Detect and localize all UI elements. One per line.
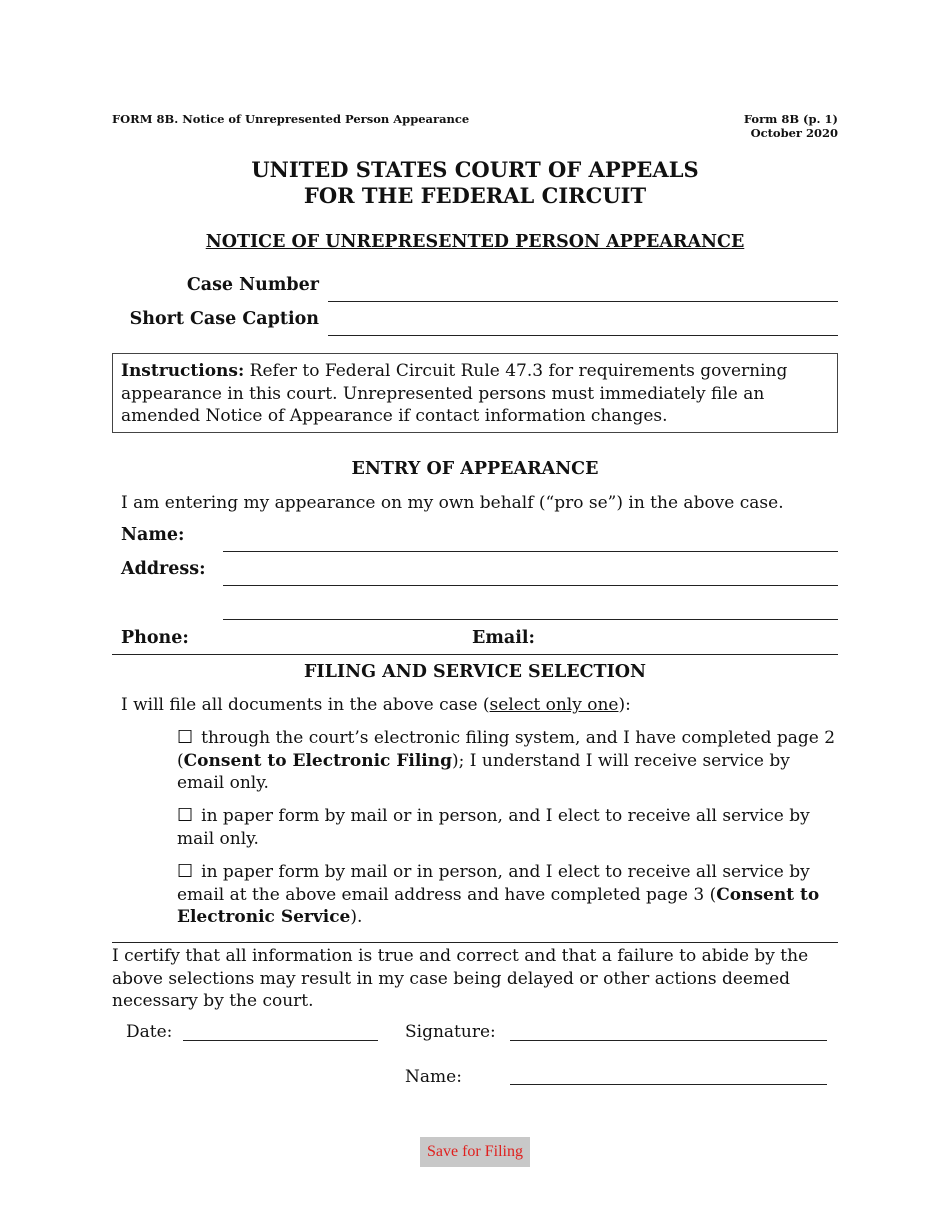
form-page-info [744,112,838,140]
option-paper-mail: ☐ in paper form by mail or in person, and I elect to receive all service by mail only. [177,805,810,849]
form-page: Form 8B (p. 1) [743,112,838,126]
date-label: Date: [126,1022,173,1042]
filing-intro: I will file all documents in the above case (select only one): [121,695,631,715]
instructions-text: Refer to Federal Circuit Rule 47.3 for requirements governing appearance in this court. Unrepresented persons must immediately file an amended Notice of Appearance if contact information changes. [121,361,788,426]
short-case-caption-label: Short Case Caption [129,309,319,329]
form-date: October 2020 [750,126,838,140]
section-divider [112,654,838,655]
court-title-line2: FOR THE FEDERAL CIRCUIT [303,183,647,208]
signature-field[interactable] [510,1040,827,1041]
checkbox-paper-email[interactable]: ☐ [177,861,194,882]
email-label: Email: [472,628,535,648]
address-label: Address: [121,559,206,579]
date-field[interactable] [183,1040,378,1041]
case-number-label: Case Number [186,275,319,295]
short-case-caption-field[interactable] [328,314,838,336]
address-line1-field[interactable] [223,564,838,586]
pro-se-statement: I am entering my appearance on my own behalf (“pro se”) in the above case. [121,493,784,513]
name-label: Name: [121,525,185,545]
case-number-field[interactable] [328,280,838,302]
option-paper-email: ☐ in paper form by mail or in person, and I elect to receive all service by email at the above email address and have completed page 3 (Consent to Electronic Service). [177,861,820,927]
signature-label: Signature: [405,1022,496,1042]
notice-title: NOTICE OF UNREPRESENTED PERSON APPEARANCE [205,232,745,252]
entry-heading: ENTRY OF APPEARANCE [351,459,599,479]
form-title: FORM 8B. Notice of Unrepresented Person Appearance [112,112,470,126]
checkbox-paper-mail[interactable]: ☐ [177,805,194,826]
address-line2-field[interactable] [223,598,838,620]
certification-text: I certify that all information is true and correct and that a failure to abide by the above selections may result in my case being delayed or other actions deemed necessary by the court. [112,946,809,1011]
save-for-filing-button[interactable]: Save for Filing [420,1137,530,1167]
filing-heading: FILING AND SERVICE SELECTION [304,662,646,682]
option-electronic-filing: ☐ through the court’s electronic filing system, and I have completed page 2 (Consent to Electronic Filing); I understand I will receive service by email only. [177,727,836,793]
signer-name-field[interactable] [510,1084,827,1085]
instructions-box [112,353,838,433]
phone-field[interactable] [195,630,455,650]
instructions-label: Instructions: [121,361,245,381]
checkbox-electronic-filing[interactable]: ☐ [177,727,194,748]
name-field[interactable] [223,530,838,552]
phone-label: Phone: [121,628,189,648]
court-title-line1: UNITED STATES COURT OF APPEALS [251,157,699,182]
certification-divider [112,942,838,943]
signer-name-label: Name: [405,1067,462,1087]
email-field[interactable] [545,630,835,650]
